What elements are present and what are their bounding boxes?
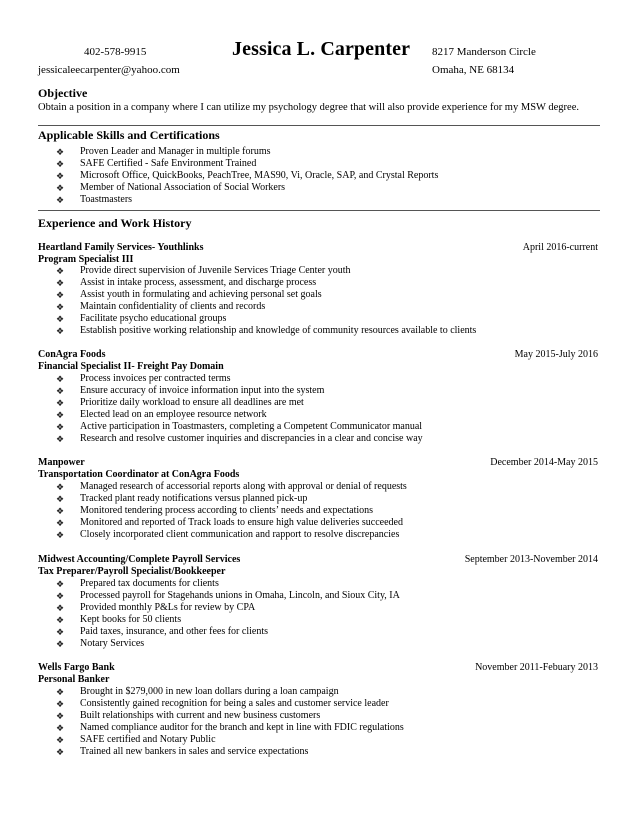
diamond-bullet-icon: ❖	[56, 615, 65, 626]
diamond-bullet-icon: ❖	[56, 699, 65, 710]
list-item: ❖ Brought in $279,000 in new loan dollars during a loan campaign	[56, 686, 339, 697]
phone-number: 402-578-9915	[84, 46, 147, 58]
street-address: 8217 Manderson Circle	[432, 46, 536, 58]
employer-name: Midwest Accounting/Complete Payroll Services	[38, 554, 241, 565]
employment-dates: September 2013-November 2014	[464, 554, 598, 565]
diamond-bullet-icon: ❖	[56, 506, 65, 517]
diamond-bullet-icon: ❖	[56, 326, 65, 337]
job-title: Personal Banker	[38, 674, 110, 685]
employer-name: Heartland Family Services- Youthlinks	[38, 242, 204, 253]
diamond-bullet-icon: ❖	[56, 735, 65, 746]
job-duties-list	[56, 373, 423, 446]
list-item: ❖ Notary Services	[56, 638, 145, 650]
employment-dates: May 2015-July 2016	[514, 349, 598, 360]
employment-dates: November 2011-Febuary 2013	[475, 662, 598, 673]
diamond-bullet-icon: ❖	[56, 302, 65, 313]
diamond-bullet-icon: ❖	[56, 159, 65, 170]
diamond-bullet-icon: ❖	[56, 278, 65, 289]
list-item: ❖ Paid taxes, insurance, and other fees for clients	[56, 626, 268, 638]
job-duties-list	[56, 481, 407, 541]
diamond-bullet-icon: ❖	[56, 266, 65, 276]
list-item: ❖ SAFE Certified - Safe Environment Trained	[56, 158, 257, 170]
email-address: jessicaleecarpenter@yahoo.com	[38, 64, 180, 76]
list-item: ❖ Prepared tax documents for clients	[56, 578, 219, 589]
diamond-bullet-icon: ❖	[56, 518, 65, 529]
list-item: ❖ Elected lead on an employee resource network	[56, 409, 267, 421]
objective-text: Obtain a position in a company where I can utilize my psychology degree that will also provide experience for my MSW degree.	[38, 102, 579, 113]
list-item: ❖ Proven Leader and Manager in multiple forums	[56, 146, 271, 157]
list-item: ❖ Active participation in Toastmasters, completing a Competent Communicator manual	[56, 421, 423, 433]
objective-heading: Objective	[38, 86, 88, 100]
list-item: ❖ Monitored tendering process according to clients’ needs and expectations	[56, 505, 374, 517]
list-item: ❖ Ensure accuracy of invoice information input into the system	[56, 385, 325, 397]
job-title: Financial Specialist II- Freight Pay Domain	[38, 361, 224, 372]
list-item: ❖ SAFE certified and Notary Public	[56, 734, 216, 746]
candidate-name: Jessica L. Carpenter	[232, 38, 411, 60]
diamond-bullet-icon: ❖	[56, 482, 65, 492]
diamond-bullet-icon: ❖	[56, 687, 65, 697]
list-item: ❖ Assist in intake process, assessment, and discharge process	[56, 277, 317, 289]
list-item: ❖ Maintain confidentiality of clients and records	[56, 301, 266, 313]
diamond-bullet-icon: ❖	[56, 579, 65, 589]
job-title: Transportation Coordinator at ConAgra Foods	[38, 469, 240, 480]
diamond-bullet-icon: ❖	[56, 639, 65, 650]
list-item: ❖ Research and resolve customer inquiries and discrepancies in a clear and concise way	[56, 433, 423, 445]
list-item: ❖ Closely incorporated client communication and rapport to resolve discrepancies	[56, 529, 400, 541]
list-item: ❖ Trained all new bankers in sales and service expectations	[56, 746, 309, 758]
list-item: ❖ Tracked plant ready notifications versus planned pick-up	[56, 493, 308, 505]
diamond-bullet-icon: ❖	[56, 147, 65, 157]
diamond-bullet-icon: ❖	[56, 410, 65, 421]
list-item: ❖ Processed payroll for Stagehands unions in Omaha, Lincoln, and Sioux City, IA	[56, 590, 400, 602]
section-divider	[38, 210, 600, 211]
diamond-bullet-icon: ❖	[56, 386, 65, 397]
job-duties-list	[56, 578, 400, 651]
list-item: ❖ Facilitate psycho educational groups	[56, 313, 227, 325]
diamond-bullet-icon: ❖	[56, 183, 65, 194]
diamond-bullet-icon: ❖	[56, 711, 65, 722]
list-item: ❖ Provided monthly P&Ls for review by CPA	[56, 602, 256, 614]
employment-dates: December 2014-May 2015	[490, 457, 598, 468]
diamond-bullet-icon: ❖	[56, 494, 65, 505]
skills-list	[56, 146, 438, 206]
list-item: ❖ Establish positive working relationship and knowledge of community resources available to clients	[56, 325, 477, 337]
diamond-bullet-icon: ❖	[56, 290, 65, 301]
job-title: Program Specialist III	[38, 254, 134, 265]
job-duties-list	[56, 686, 404, 759]
job-title: Tax Preparer/Payroll Specialist/Bookkeeper	[38, 566, 226, 577]
job-duties-list	[56, 265, 476, 338]
experience-heading: Experience and Work History	[38, 216, 192, 230]
list-item: ❖ Monitored and reported of Track loads to ensure high value deliveries succeeded	[56, 517, 403, 529]
diamond-bullet-icon: ❖	[56, 603, 65, 614]
diamond-bullet-icon: ❖	[56, 530, 65, 541]
diamond-bullet-icon: ❖	[56, 434, 65, 445]
diamond-bullet-icon: ❖	[56, 422, 65, 433]
diamond-bullet-icon: ❖	[56, 398, 65, 409]
diamond-bullet-icon: ❖	[56, 171, 65, 182]
list-item: ❖ Member of National Association of Social Workers	[56, 182, 286, 194]
diamond-bullet-icon: ❖	[56, 747, 65, 758]
list-item: ❖ Toastmasters	[56, 194, 133, 206]
city-state-zip: Omaha, NE 68134	[432, 64, 515, 76]
list-item: ❖ Prioritize daily workload to ensure all deadlines are met	[56, 397, 304, 409]
diamond-bullet-icon: ❖	[56, 627, 65, 638]
section-divider	[38, 125, 600, 126]
list-item: ❖ Built relationships with current and new business customers	[56, 710, 321, 722]
list-item: ❖ Process invoices per contracted terms	[56, 373, 231, 384]
diamond-bullet-icon: ❖	[56, 723, 65, 734]
diamond-bullet-icon: ❖	[56, 374, 65, 384]
employer-name: Manpower	[38, 457, 85, 468]
list-item: ❖ Consistently gained recognition for being a sales and customer service leader	[56, 698, 389, 710]
employer-name: ConAgra Foods	[38, 349, 106, 360]
list-item: ❖ Assist youth in formulating and achieving personal set goals	[56, 289, 322, 301]
employment-dates: April 2016-current	[522, 242, 598, 253]
diamond-bullet-icon: ❖	[56, 314, 65, 325]
skills-heading: Applicable Skills and Certifications	[38, 128, 220, 142]
diamond-bullet-icon: ❖	[56, 591, 65, 602]
diamond-bullet-icon: ❖	[56, 195, 65, 206]
list-item: ❖ Provide direct supervision of Juvenile Services Triage Center youth	[56, 265, 351, 276]
list-item: ❖ Kept books for 50 clients	[56, 614, 182, 626]
employer-name: Wells Fargo Bank	[38, 662, 115, 673]
list-item: ❖ Managed research of accessorial reports along with approval or denial of requests	[56, 481, 407, 492]
list-item: ❖ Microsoft Office, QuickBooks, PeachTree, MAS90, Vi, Oracle, SAP, and Crystal Reports	[56, 170, 439, 182]
list-item: ❖ Named compliance auditor for the branch and kept in line with FDIC regulations	[56, 722, 404, 734]
